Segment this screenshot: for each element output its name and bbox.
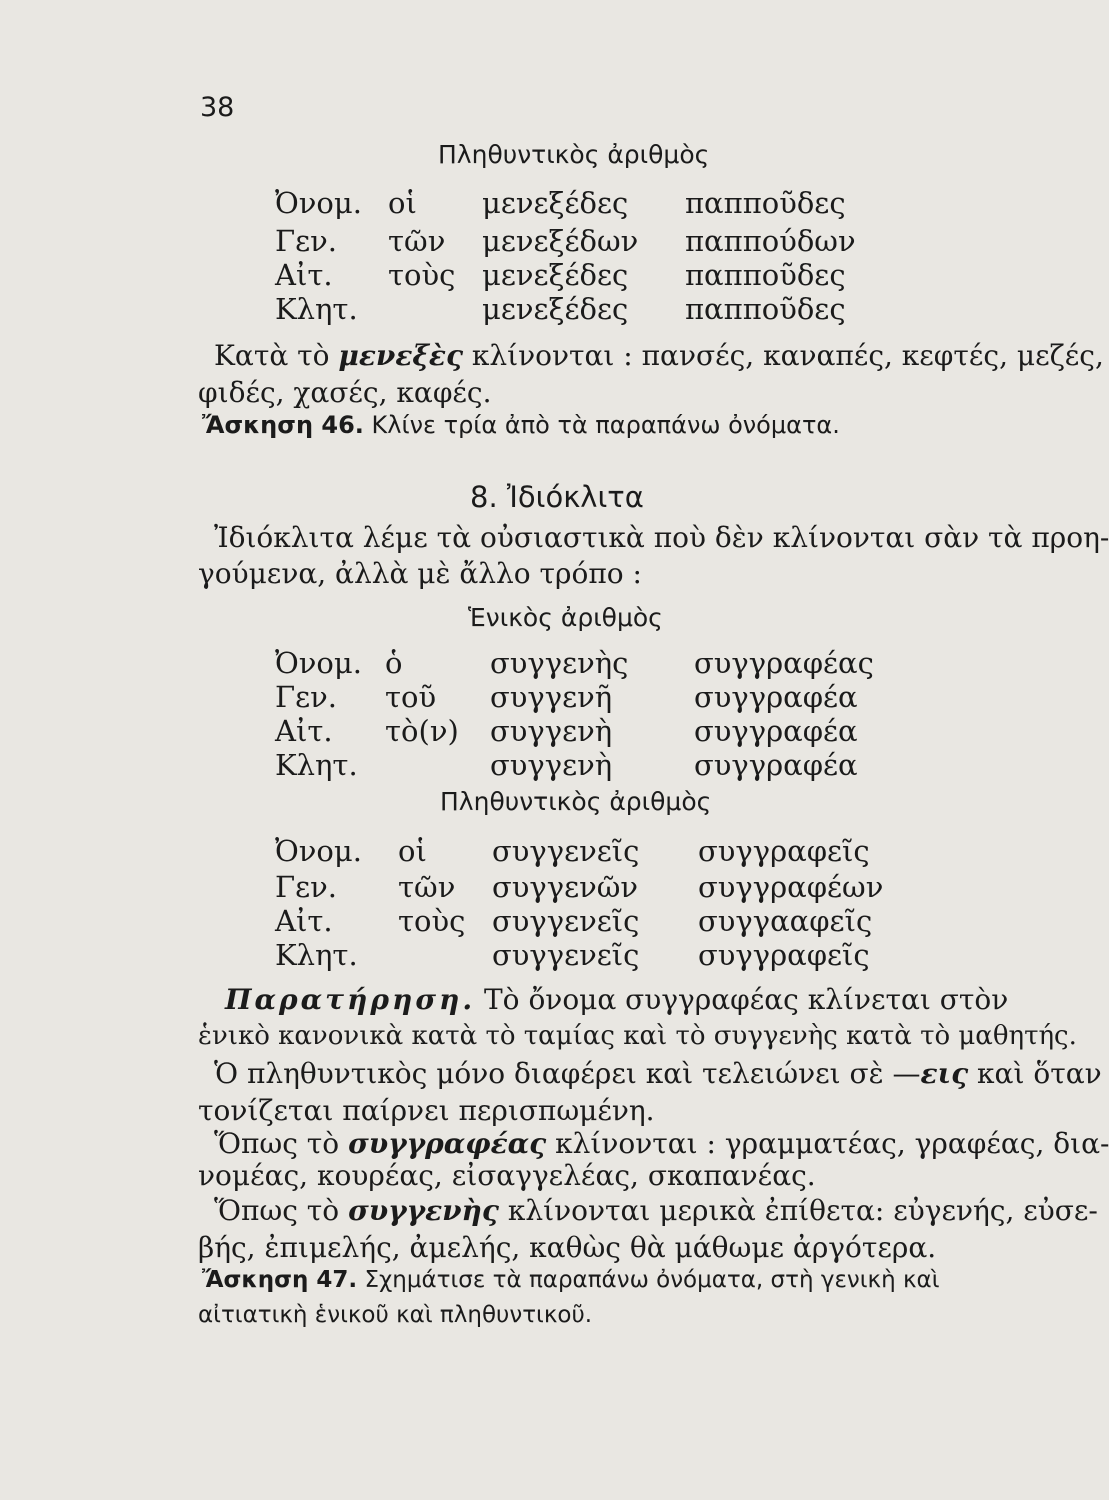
remark-text: καὶ ὅταν (968, 1057, 1102, 1090)
table2-word2: συγγραφέα (694, 680, 858, 714)
table2-case: Γεν. (275, 680, 337, 714)
table2-word1: συγγενὴ (490, 748, 613, 782)
table2-case: Αἰτ. (275, 714, 333, 748)
table1-word1: μενεξέδες (482, 258, 629, 292)
table2-word1: συγγενῆ (490, 680, 613, 714)
paragraph-line: βής, ἐπιμελής, ἀμελής, καθὼς θὰ μάθωμε ἀργότερα. (198, 1231, 937, 1264)
table3-word2: συγγραφεῖς (698, 834, 870, 868)
table1-word2: παππούδων (685, 224, 856, 258)
table3-word1: συγγενεῖς (492, 938, 640, 972)
table3-article: τῶν (398, 870, 456, 904)
remark-text: Ὁ πληθυντικὸς μόνο διαφέρει καὶ τελειώνει σὲ — (214, 1057, 921, 1090)
table3-article: οἱ (398, 834, 427, 868)
bold-term: συγγενὴς (348, 1194, 499, 1227)
table1-article: οἱ (388, 186, 417, 220)
paragraph-text: κλίνονται μερικὰ ἐπίθετα: εὐγενής, εὐσε- (498, 1194, 1098, 1227)
paragraph-line: γούμενα, ἀλλὰ μὲ ἄλλο τρόπο : (198, 557, 642, 590)
paragraph-text: κλίνονται : πανσές, καναπές, κεφτές, μεζές, (463, 339, 1104, 372)
remark-text: Τὸ ὄνομα συγγραφέας κλίνεται στὸν (475, 983, 1009, 1016)
table3-article: τοὺς (398, 904, 466, 938)
section-title: 8. Ἰδιόκλιτα (470, 480, 644, 514)
table2-article: ὁ (385, 646, 403, 680)
table2-word2: συγγραφέα (694, 714, 858, 748)
table3-case: Αἰτ. (275, 904, 333, 938)
paragraph-line: νομέας, κουρέας, εἰσαγγελέας, σκαπανέας. (198, 1159, 816, 1192)
paragraph-text: Ὅπως τὸ (214, 1127, 349, 1160)
table3-case: Γεν. (275, 870, 337, 904)
paragraph-line: Ἰδιόκλιτα λέμε τὰ οὐσιαστικὰ ποὺ δὲν κλίνονται σὰν τὰ προη- (214, 521, 1109, 554)
table3-case: Ὀνομ. (275, 834, 362, 868)
table1-case: Κλητ. (275, 292, 358, 326)
remark-line: τονίζεται παίρνει περισπωμένη. (198, 1094, 655, 1127)
exercise-text: Κλίνε τρία ἀπὸ τὰ παραπάνω ὀνόματα. (363, 411, 840, 439)
table3-case: Κλητ. (275, 938, 358, 972)
table1-word1: μενεξέδες (482, 292, 629, 326)
table2-word1: συγγενὴς (490, 646, 629, 680)
paragraph-line: φιδές, χασές, καφές. (198, 376, 492, 409)
table2-heading: Ἑνικὸς ἀριθμὸς (468, 603, 663, 632)
table1-case: Αἰτ. (275, 258, 333, 292)
bold-term: συγγραφέας (348, 1127, 547, 1160)
exercise-text: Σχημάτισε τὰ παραπάνω ὀνόματα, στὴ γενικὴ καὶ (357, 1267, 940, 1293)
table3-word2: συγγραφεῖς (698, 938, 870, 972)
table1-article: τοὺς (388, 258, 456, 292)
exercise-47-line2: αἰτιατικὴ ἑνικοῦ καὶ πληθυντικοῦ. (198, 1302, 593, 1328)
table2-word2: συγγραφέα (694, 748, 858, 782)
table1-word2: παπποῦδες (685, 292, 846, 326)
table2-word2: συγγραφέας (694, 646, 874, 680)
table3-word2: συγγραφέων (698, 870, 884, 904)
table3-word2: συγγααφεῖς (698, 904, 873, 938)
paragraph-line (214, 1195, 1098, 1227)
table3-word1: συγγενῶν (492, 870, 639, 904)
table1-word2: παπποῦδες (685, 186, 846, 220)
exercise-label: Ἄσκηση 47. (202, 1267, 358, 1293)
table2-word1: συγγενὴ (490, 714, 613, 748)
remark-line (214, 1058, 1102, 1090)
exercise-47 (202, 1265, 939, 1295)
table3-heading: Πληθυντικὸς ἀριθμὸς (440, 787, 712, 816)
table1-article: τῶν (388, 224, 446, 258)
table2-case: Κλητ. (275, 748, 358, 782)
table1-word2: παπποῦδες (685, 258, 846, 292)
remark-line (225, 984, 1008, 1016)
table3-word1: συγγενεῖς (492, 904, 640, 938)
table2-article: τὸ(ν) (385, 714, 459, 748)
table1-heading: Πληθυντικὸς ἀριθμὸς (438, 140, 710, 169)
paragraph-text: Ὅπως τὸ (214, 1194, 349, 1227)
paragraph-text: Κατὰ τὸ (214, 339, 339, 372)
table3-word1: συγγενεῖς (492, 834, 640, 868)
bold-term: μενεξὲς (338, 339, 463, 372)
table1-word1: μενεξέδες (482, 186, 629, 220)
remark-line: ἑνικὸ κανονικὰ κατὰ τὸ ταμίας καὶ τὸ συγγενὴς κατὰ τὸ μαθητής. (198, 1021, 1077, 1051)
exercise-label: Ἄσκηση 46. (202, 411, 364, 439)
exercise-46 (202, 409, 840, 441)
table1-case: Γεν. (275, 224, 337, 258)
bold-term: εις (920, 1057, 969, 1090)
paragraph-line (214, 1128, 1109, 1160)
paragraph-line (214, 340, 1104, 372)
remark-label: Παρατήρηση. (225, 983, 476, 1016)
table2-article: τοῦ (385, 680, 437, 714)
page-number: 38 (200, 92, 235, 123)
paragraph-text: κλίνονται : γραμματέας, γραφέας, δια- (546, 1127, 1109, 1160)
table1-case: Ὀνομ. (275, 186, 362, 220)
table1-word1: μενεξέδων (482, 224, 639, 258)
table2-case: Ὀνομ. (275, 646, 362, 680)
